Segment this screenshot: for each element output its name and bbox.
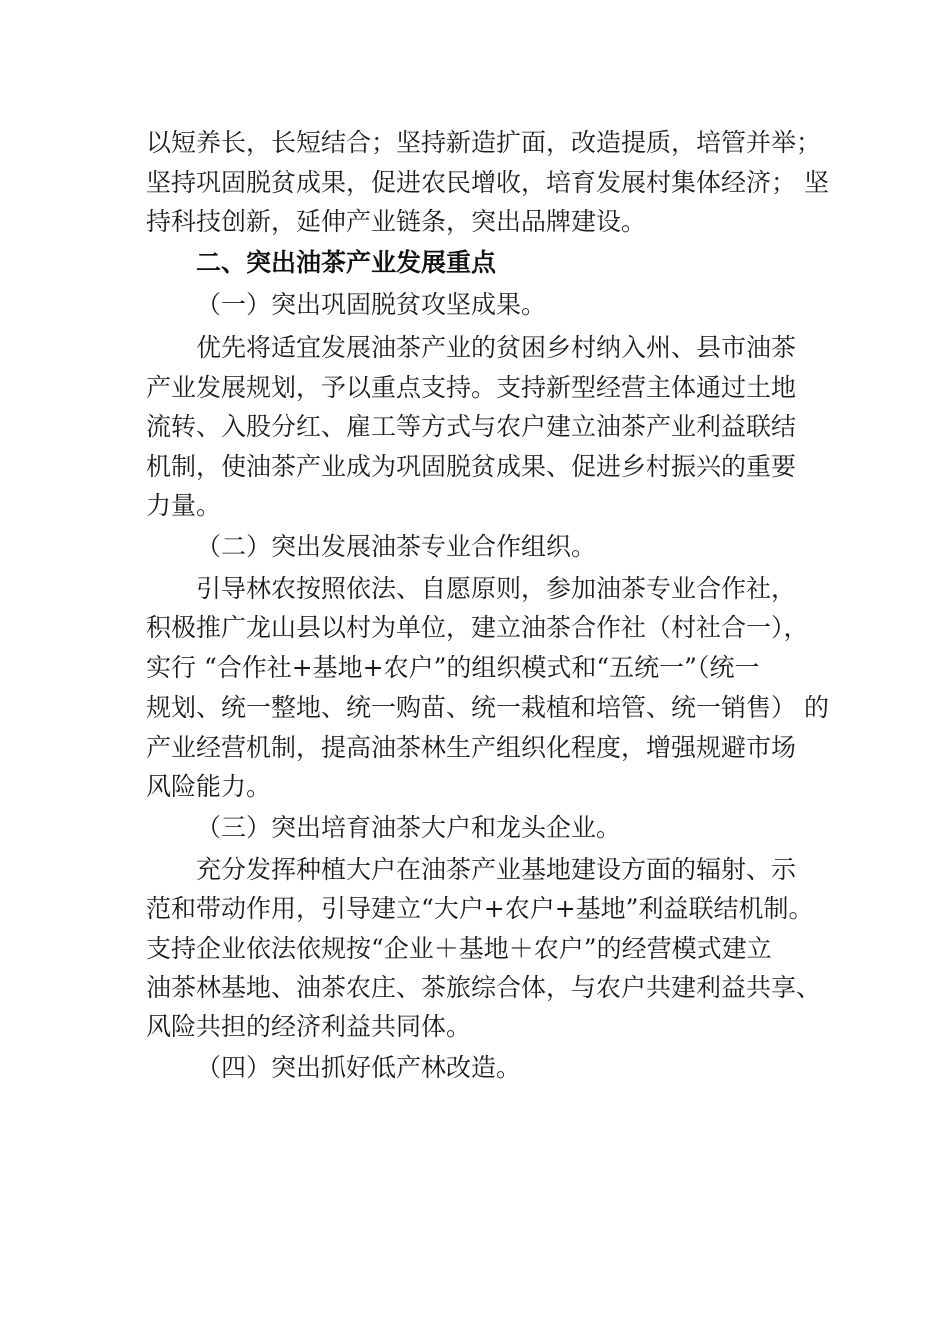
body-text-line: 范和带动作用，引导建立“大户+农户+基地”利益联结机制。	[146, 894, 814, 923]
body-text-line: 持科技创新，延伸产业链条，突出品牌建设。	[146, 207, 647, 236]
body-text-line: 风险能力。	[146, 772, 272, 801]
subsection-heading: （三）突出培育油茶大户和龙头企业。	[196, 813, 622, 842]
body-text-line: 油茶林基地、油茶农庄、茶旅综合体，与农户共建利益共享、	[146, 973, 822, 1002]
subsection-heading: （四）突出抓好低产林改造。	[196, 1053, 522, 1082]
body-text-line: 机制，使油茶产业成为巩固脱贫成果、促进乡村振兴的重要	[146, 452, 797, 481]
body-text-line: 优先将适宜发展油茶产业的贫困乡村纳入州、县市油茶	[196, 333, 797, 362]
body-text-line: 以短养长，长短结合；坚持新造扩面，改造提质，培管并举；	[146, 128, 822, 157]
body-text-line: 流转、入股分红、雇工等方式与农户建立油茶产业利益联结	[146, 412, 797, 441]
section-heading: 二、突出油茶产业发展重点	[196, 248, 497, 277]
body-text-line: 规划、统一整地、统一购苗、统一栽植和培管、统一销售） 的	[146, 693, 829, 722]
body-text-line: 支持企业依法依规按“企业＋基地＋农户”的经营模式建立	[146, 934, 772, 963]
body-text-line: 力量。	[146, 491, 222, 520]
body-text-line: 积极推广龙山县以村为单位，建立油茶合作社（村社合一），	[146, 613, 809, 642]
body-text-line: 充分发挥种植大户在油茶产业基地建设方面的辐射、示	[196, 855, 797, 884]
body-text-line: 风险共担的经济利益共同体。	[146, 1012, 472, 1041]
body-text-line: 实行 “合作社+基地+农户”的组织模式和“五统一”（统一	[146, 653, 760, 682]
body-text-line: 坚持巩固脱贫成果，促进农民增收，培育发展村集体经济； 坚	[146, 168, 829, 197]
body-text-line: 引导林农按照依法、自愿原则，参加油茶专业合作社，	[196, 574, 797, 603]
body-text-line: 产业发展规划，予以重点支持。支持新型经营主体通过土地	[146, 373, 797, 402]
subsection-heading: （一）突出巩固脱贫攻坚成果。	[196, 290, 547, 319]
body-text-line: 产业经营机制，提高油茶林生产组织化程度，增强规避市场	[146, 733, 797, 762]
subsection-heading: （二）突出发展油茶专业合作组织。	[196, 532, 597, 561]
